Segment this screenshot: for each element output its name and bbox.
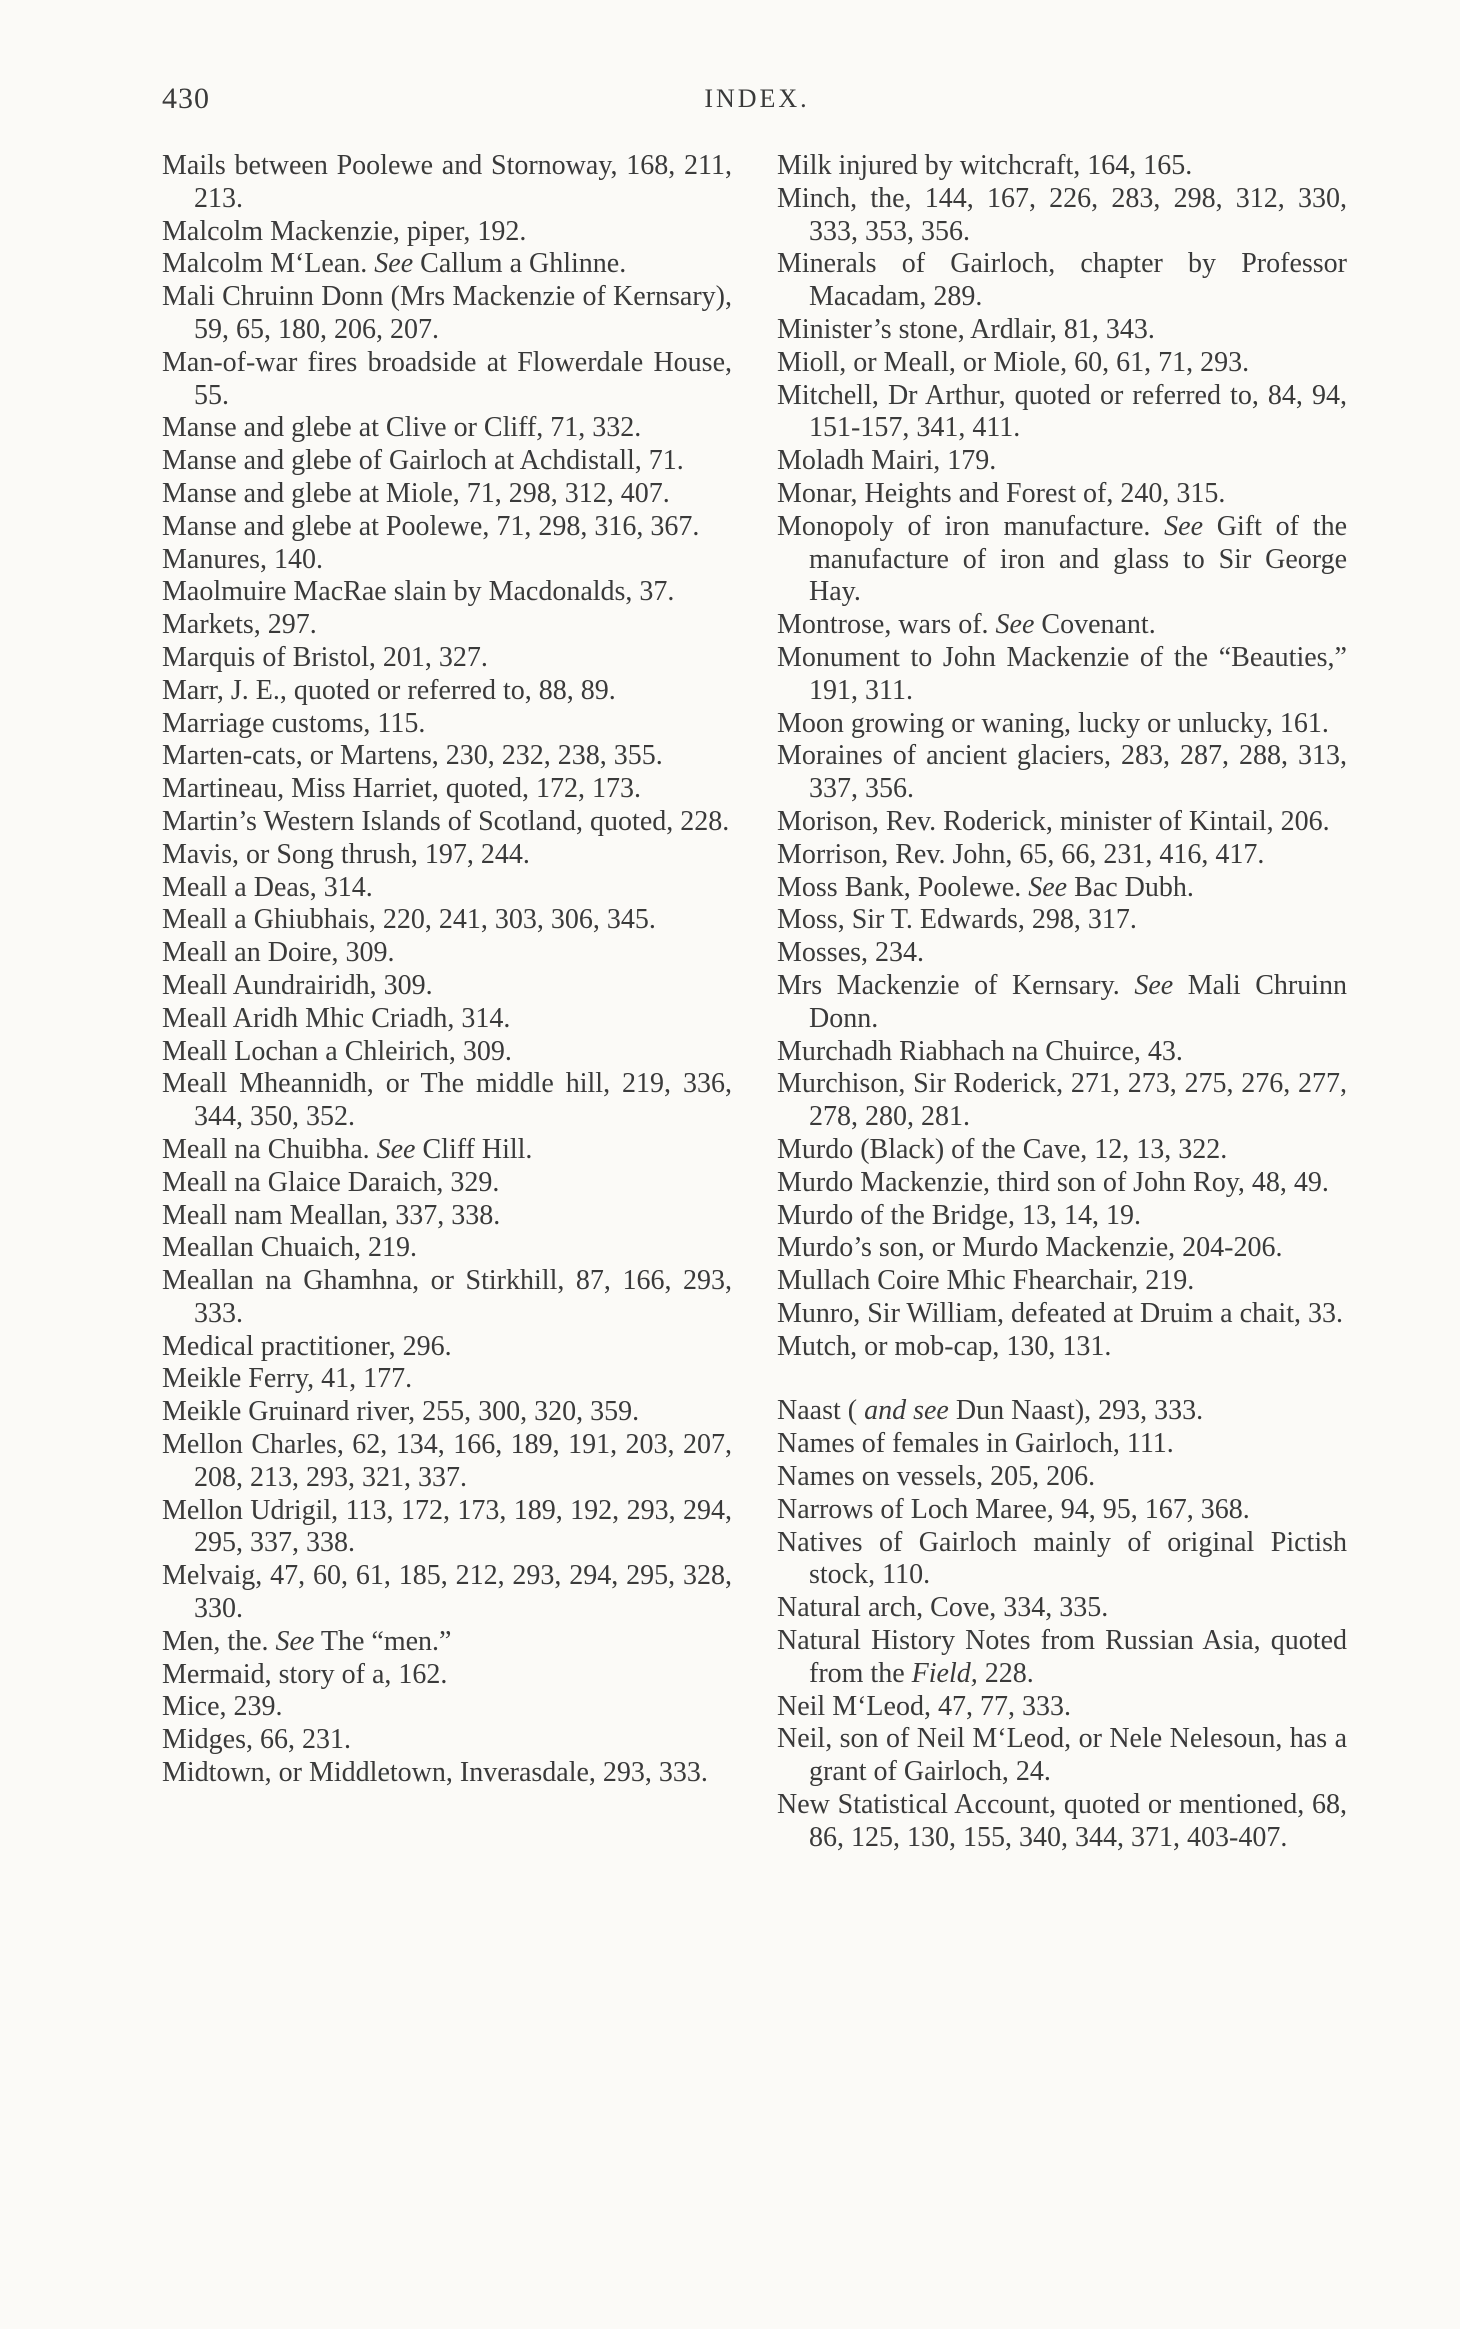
- index-entry-text: Meall na Chuibha.: [162, 1133, 370, 1165]
- index-entry: [162, 1200, 732, 1233]
- index-entry: [777, 478, 1347, 511]
- cross-reference-label: See: [995, 609, 1035, 641]
- index-entry: [777, 248, 1347, 314]
- index-entry: [777, 1461, 1347, 1494]
- index-entry-text: Meall Aridh Mhic Criadh, 314.: [162, 1002, 511, 1034]
- index-entry: [162, 281, 732, 347]
- index-entry-text: Monar, Heights and Forest of, 240, 315.: [777, 477, 1226, 509]
- index-entry: [777, 1265, 1347, 1298]
- index-entry: [162, 806, 732, 839]
- index-entry-text: Mermaid, story of a, 162.: [162, 1658, 448, 1690]
- index-entry-text: Natives of Gairloch mainly of original Pictish stock, 110.: [777, 1526, 1347, 1591]
- index-entry-text: Malcolm Mackenzie, piper, 192.: [162, 215, 527, 247]
- index-entry-text: Manse and glebe at Miole, 71, 298, 312, 407.: [162, 477, 670, 509]
- index-entry-text: Montrose, wars of.: [777, 609, 989, 641]
- index-entry: [162, 773, 732, 806]
- index-entry-text: Marquis of Bristol, 201, 327.: [162, 641, 488, 673]
- index-entry: [777, 1428, 1347, 1461]
- cross-reference-label: and see: [864, 1395, 949, 1427]
- index-entry: [162, 1659, 732, 1692]
- index-entry-text: Midtown, or Middletown, Inverasdale, 293, 333.: [162, 1757, 708, 1789]
- index-entry-text: Murdo Mackenzie, third son of John Roy, 48, 49.: [777, 1166, 1329, 1198]
- index-entry-text: Moss Bank, Poolewe.: [777, 871, 1022, 903]
- index-entry: [162, 675, 732, 708]
- index-entry: [777, 1625, 1347, 1691]
- index-entry: [162, 1331, 732, 1364]
- index-entry-text: Meall Aundrairidh, 309.: [162, 969, 433, 1001]
- index-entry-text: Marr, J. E., quoted or referred to, 88, 89.: [162, 674, 616, 706]
- index-entry: [777, 740, 1347, 806]
- index-entry: [777, 872, 1347, 905]
- index-entry: [162, 544, 732, 577]
- index-entry-text: Midges, 66, 231.: [162, 1724, 351, 1756]
- index-entry: [162, 1757, 732, 1790]
- index-entry: [777, 1527, 1347, 1593]
- index-entry: [162, 216, 732, 249]
- index-entry-text: Murchison, Sir Roderick, 271, 273, 275, 276, 277, 278, 280, 281.: [777, 1068, 1347, 1133]
- index-entry: [162, 511, 732, 544]
- index-entry-text: Meall Mheannidh, or The middle hill, 219, 336, 344, 350, 352.: [162, 1068, 732, 1133]
- index-entry-text: Neil M‘Leod, 47, 77, 333.: [777, 1690, 1071, 1722]
- index-entry: [162, 642, 732, 675]
- index-entry: [777, 1200, 1347, 1233]
- index-entry-text: Meall Lochan a Chleirich, 309.: [162, 1035, 512, 1067]
- index-entry-text: Mellon Udrigil, 113, 172, 173, 189, 192, 293, 294, 295, 337, 338.: [162, 1494, 732, 1559]
- cross-reference-target: Callum a Ghlinne.: [420, 248, 627, 280]
- cross-reference-target: Covenant.: [1041, 609, 1156, 641]
- index-entry: [162, 412, 732, 445]
- index-entry: [162, 1068, 732, 1134]
- index-entry-text: Murchadh Riabhach na Chuirce, 43.: [777, 1035, 1183, 1067]
- index-entry-text: Moraines of ancient glaciers, 283, 287, 288, 313, 337, 356.: [777, 740, 1347, 805]
- index-entry-text: Monument to John Mackenzie of the “Beauties,” 191, 311.: [777, 641, 1347, 706]
- index-entry: [777, 150, 1347, 183]
- cross-reference-label: Field,: [911, 1657, 978, 1689]
- index-entry-text: Murdo of the Bridge, 13, 14, 19.: [777, 1199, 1141, 1231]
- index-entry-text: Morison, Rev. Roderick, minister of Kintail, 206.: [777, 805, 1330, 837]
- index-entry: [162, 1396, 732, 1429]
- index-entry-text: Mrs Mackenzie of Kernsary.: [777, 969, 1120, 1001]
- index-entry-text: Mails between Poolewe and Stornoway, 168, 211, 213.: [162, 150, 732, 214]
- index-entry: [777, 314, 1347, 347]
- index-entry: [777, 1723, 1347, 1789]
- index-entry: [162, 1036, 732, 1069]
- index-entry: [777, 183, 1347, 249]
- index-entry-text: Meallan na Ghamhna, or Stirkhill, 87, 166, 293, 333.: [162, 1265, 732, 1329]
- index-entry-text: Names on vessels, 205, 206.: [777, 1461, 1096, 1493]
- index-entry: [777, 1331, 1347, 1364]
- index-entry-text: Meikle Gruinard river, 255, 300, 320, 359.: [162, 1396, 640, 1428]
- index-entry: [777, 609, 1347, 642]
- index-entry-text: Mitchell, Dr Arthur, quoted or referred to, 84, 94, 151-157, 341, 411.: [777, 379, 1347, 444]
- cross-reference-target: Bac Dubh.: [1074, 871, 1194, 903]
- index-entry: [777, 642, 1347, 708]
- index-entry-text: Minch, the, 144, 167, 226, 283, 298, 312, 330, 333, 353, 356.: [777, 182, 1347, 247]
- index-entry-text: Mavis, or Song thrush, 197, 244.: [162, 838, 530, 870]
- index-entry: [162, 150, 732, 216]
- index-entry: [162, 1429, 732, 1495]
- index-entry-text: Moss, Sir T. Edwards, 298, 317.: [777, 904, 1137, 936]
- index-column-right: [777, 150, 1347, 1855]
- index-entry: [777, 904, 1347, 937]
- index-entry-text: Natural History Notes from Russian Asia, quoted from the: [777, 1625, 1347, 1689]
- index-entry-text: Mosses, 234.: [777, 937, 925, 969]
- index-entry: [777, 1068, 1347, 1134]
- index-entry-text: New Statistical Account, quoted or mentioned, 68, 86, 125, 130, 155, 340, 344, 371, 403-407.: [777, 1789, 1347, 1853]
- cross-reference-label: See: [376, 1133, 416, 1165]
- index-entry: [162, 1003, 732, 1036]
- index-entry: [777, 511, 1347, 609]
- index-entry-text: Malcolm M‘Lean.: [162, 248, 368, 280]
- index-entry-text: Manse and glebe at Clive or Cliff, 71, 332.: [162, 412, 642, 444]
- index-entry-text: Murdo (Black) of the Cave, 12, 13, 322.: [777, 1133, 1228, 1165]
- index-entry: [777, 1232, 1347, 1265]
- index-column-left: [162, 150, 732, 1790]
- index-entry: [777, 970, 1347, 1036]
- cross-reference-label: See: [1134, 969, 1174, 1001]
- index-entry-text: Marten-cats, or Martens, 230, 232, 238, 355.: [162, 740, 663, 772]
- index-entry-text: Meall nam Meallan, 337, 338.: [162, 1199, 501, 1231]
- index-entry-text: Meall a Deas, 314.: [162, 871, 373, 903]
- cross-reference-label: See: [275, 1625, 315, 1657]
- index-entry: [777, 1134, 1347, 1167]
- index-entry-text: Markets, 297.: [162, 609, 317, 641]
- index-entry-text: Manures, 140.: [162, 543, 323, 575]
- index-entry: [777, 1036, 1347, 1069]
- index-entry: [777, 1167, 1347, 1200]
- index-entry: [162, 1232, 732, 1265]
- index-entry: [162, 478, 732, 511]
- index-entry: [162, 872, 732, 905]
- index-entry: [777, 445, 1347, 478]
- index-entry-text: Mice, 239.: [162, 1691, 283, 1723]
- index-entry: [162, 937, 732, 970]
- index-entry-text: Narrows of Loch Maree, 94, 95, 167, 368.: [777, 1493, 1250, 1525]
- cross-reference-target: Cliff Hill.: [422, 1133, 533, 1165]
- index-entry-text: Mullach Coire Mhic Fhearchair, 219.: [777, 1265, 1195, 1297]
- index-entry: [777, 937, 1347, 970]
- cross-reference-target: Dun Naast), 293, 333.: [955, 1395, 1204, 1427]
- index-entry-text: Murdo’s son, or Murdo Mackenzie, 204-206.: [777, 1232, 1283, 1264]
- cross-reference-label: See: [1164, 510, 1204, 542]
- index-entry-text: Meall a Ghiubhais, 220, 241, 303, 306, 345.: [162, 904, 656, 936]
- index-entry-text: Naast (: [777, 1395, 858, 1427]
- index-entry: [777, 1298, 1347, 1331]
- index-entry: [777, 1789, 1347, 1855]
- index-entry: [162, 839, 732, 872]
- index-entry: [162, 1495, 732, 1561]
- index-entry-text: Mioll, or Meall, or Miole, 60, 61, 71, 293.: [777, 346, 1250, 378]
- index-entry-text: Names of females in Gairloch, 111.: [777, 1428, 1174, 1460]
- index-entry: [162, 1691, 732, 1724]
- cross-reference-target: Mali Chruinn Donn.: [809, 969, 1348, 1034]
- index-entry-text: Natural arch, Cove, 334, 335.: [777, 1592, 1109, 1624]
- cross-reference-target: The “men.”: [320, 1625, 452, 1657]
- index-entry: [162, 1167, 732, 1200]
- index-entry-text: Munro, Sir William, defeated at Druim a chait, 33.: [777, 1297, 1343, 1329]
- index-entry-text: Meallan Chuaich, 219.: [162, 1232, 418, 1264]
- index-entry: [777, 806, 1347, 839]
- index-entry-text: Meall na Glaice Daraich, 329.: [162, 1166, 500, 1198]
- index-entry-text: Moon growing or waning, lucky or unlucky, 161.: [777, 707, 1329, 739]
- index-entry-text: Manse and glebe at Poolewe, 71, 298, 316, 367.: [162, 510, 700, 542]
- page-header: [162, 82, 1352, 122]
- index-entry: [777, 1691, 1347, 1724]
- index-entry-text: Man-of-war fires broadside at Flowerdale House, 55.: [162, 346, 732, 411]
- index-entry-text: Meall an Doire, 309.: [162, 937, 395, 969]
- index-entry-text: Mellon Charles, 62, 134, 166, 189, 191, 203, 207, 208, 213, 293, 321, 337.: [162, 1429, 732, 1493]
- running-head: INDEX.: [704, 84, 810, 113]
- cross-reference-target: Gift of the manufacture of iron and glass to Sir George Hay.: [809, 510, 1347, 608]
- index-entry: [162, 740, 732, 773]
- index-entry: [162, 1363, 732, 1396]
- index-entry-text: Marriage customs, 115.: [162, 707, 426, 739]
- index-entry-text: Moladh Mairi, 179.: [777, 445, 997, 477]
- index-entry: [162, 1134, 732, 1167]
- index-entry-text: Milk injured by witchcraft, 164, 165.: [777, 150, 1193, 181]
- page-number: 430: [162, 82, 210, 115]
- index-entry: [777, 347, 1347, 380]
- cross-reference-label: See: [1028, 871, 1068, 903]
- index-entry: [162, 1626, 732, 1659]
- index-entry: [162, 970, 732, 1003]
- index-entry: [162, 445, 732, 478]
- index-entry-text: Monopoly of iron manufacture.: [777, 510, 1151, 542]
- index-entry: [777, 839, 1347, 872]
- index-entry-text: Meikle Ferry, 41, 177.: [162, 1363, 413, 1395]
- index-entry-text: Martin’s Western Islands of Scotland, quoted, 228.: [162, 805, 730, 837]
- index-entry: [162, 347, 732, 413]
- index-entry: [162, 1265, 732, 1331]
- index-entry-text: Maolmuire MacRae slain by Macdonalds, 37.: [162, 576, 675, 608]
- index-entry-text: Melvaig, 47, 60, 61, 185, 212, 293, 294, 295, 328, 330.: [162, 1560, 732, 1625]
- index-entry-text: Minerals of Gairloch, chapter by Professor Macadam, 289.: [777, 248, 1347, 313]
- cross-reference-label: See: [374, 248, 414, 280]
- index-entry: [162, 708, 732, 741]
- index-entry-text: Manse and glebe of Gairloch at Achdistall, 71.: [162, 445, 684, 477]
- index-entry-text: Mali Chruinn Donn (Mrs Mackenzie of Kernsary), 59, 65, 180, 206, 207.: [162, 281, 732, 345]
- index-entry: [777, 1494, 1347, 1527]
- index-entry-text: Martineau, Miss Harriet, quoted, 172, 173.: [162, 773, 642, 805]
- index-entry: [162, 248, 732, 281]
- index-entry: [162, 904, 732, 937]
- index-entry-text: Morrison, Rev. John, 65, 66, 231, 416, 417.: [777, 838, 1265, 870]
- index-entry-text: Medical practitioner, 296.: [162, 1330, 452, 1362]
- index-entry: [777, 708, 1347, 741]
- index-entry: [777, 1592, 1347, 1625]
- index-entry: [777, 380, 1347, 446]
- index-entry-text: Men, the.: [162, 1625, 269, 1657]
- index-entry-text: Mutch, or mob-cap, 130, 131.: [777, 1330, 1112, 1362]
- index-entry-text: Neil, son of Neil M‘Leod, or Nele Nelesoun, has a grant of Gairloch, 24.: [777, 1723, 1347, 1788]
- index-entry: [162, 609, 732, 642]
- index-entry: [162, 1724, 732, 1757]
- cross-reference-target: 228.: [984, 1657, 1034, 1689]
- index-entry: [162, 576, 732, 609]
- index-entry: [162, 1560, 732, 1626]
- index-entry-text: Minister’s stone, Ardlair, 81, 343.: [777, 313, 1155, 345]
- index-entry: [777, 1395, 1347, 1428]
